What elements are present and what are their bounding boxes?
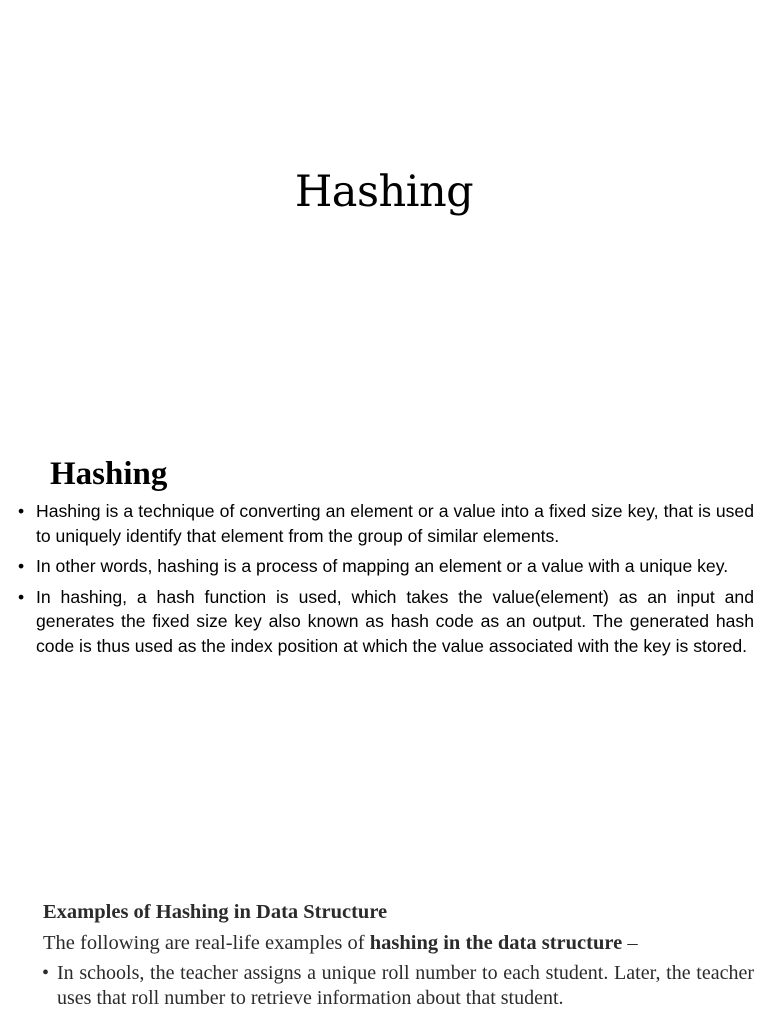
slide-heading: Examples of Hashing in Data Structure bbox=[43, 901, 388, 923]
bullet-list bbox=[16, 499, 754, 664]
bullet-icon: • bbox=[18, 556, 25, 576]
list-item bbox=[16, 499, 754, 548]
list-item bbox=[16, 554, 754, 579]
list-item bbox=[40, 961, 754, 1011]
hashing-intro-slide bbox=[0, 432, 768, 864]
intro-bold-text: hashing in the data structure bbox=[369, 932, 623, 954]
bullet-icon: • bbox=[18, 586, 25, 607]
slide-heading: Hashing bbox=[50, 456, 168, 492]
slide-title: Hashing bbox=[294, 167, 474, 217]
list-item-text: Hashing is a technique of converting an element or a value into a fixed size key, that is used to uniquely identify that element from the group of similar elements. bbox=[36, 501, 754, 546]
list-item-text: In hashing, a hash function is used, which takes the value(element) as an input and generates the fixed size key also known as hash code as an output. The generated hash code is thus used as the index position at which the value associated with the key is stored. bbox=[36, 586, 754, 656]
bullet-list bbox=[40, 961, 754, 1016]
bullet-icon: • bbox=[18, 501, 25, 521]
bullet-icon: • bbox=[42, 962, 50, 984]
hashing-examples-slide bbox=[0, 864, 768, 1024]
list-item-text: In schools, the teacher assigns a unique roll number to each student. Later, the teacher uses that roll number to retrieve information about that student. bbox=[57, 962, 754, 1009]
intro-paragraph bbox=[43, 928, 638, 958]
list-item-text: In other words, hashing is a process of mapping an element or a value with a unique key. bbox=[36, 556, 729, 576]
intro-text: The following are real-life examples of bbox=[43, 932, 370, 954]
title-slide bbox=[0, 0, 768, 432]
intro-dash: – bbox=[622, 932, 638, 954]
list-item bbox=[16, 585, 754, 659]
